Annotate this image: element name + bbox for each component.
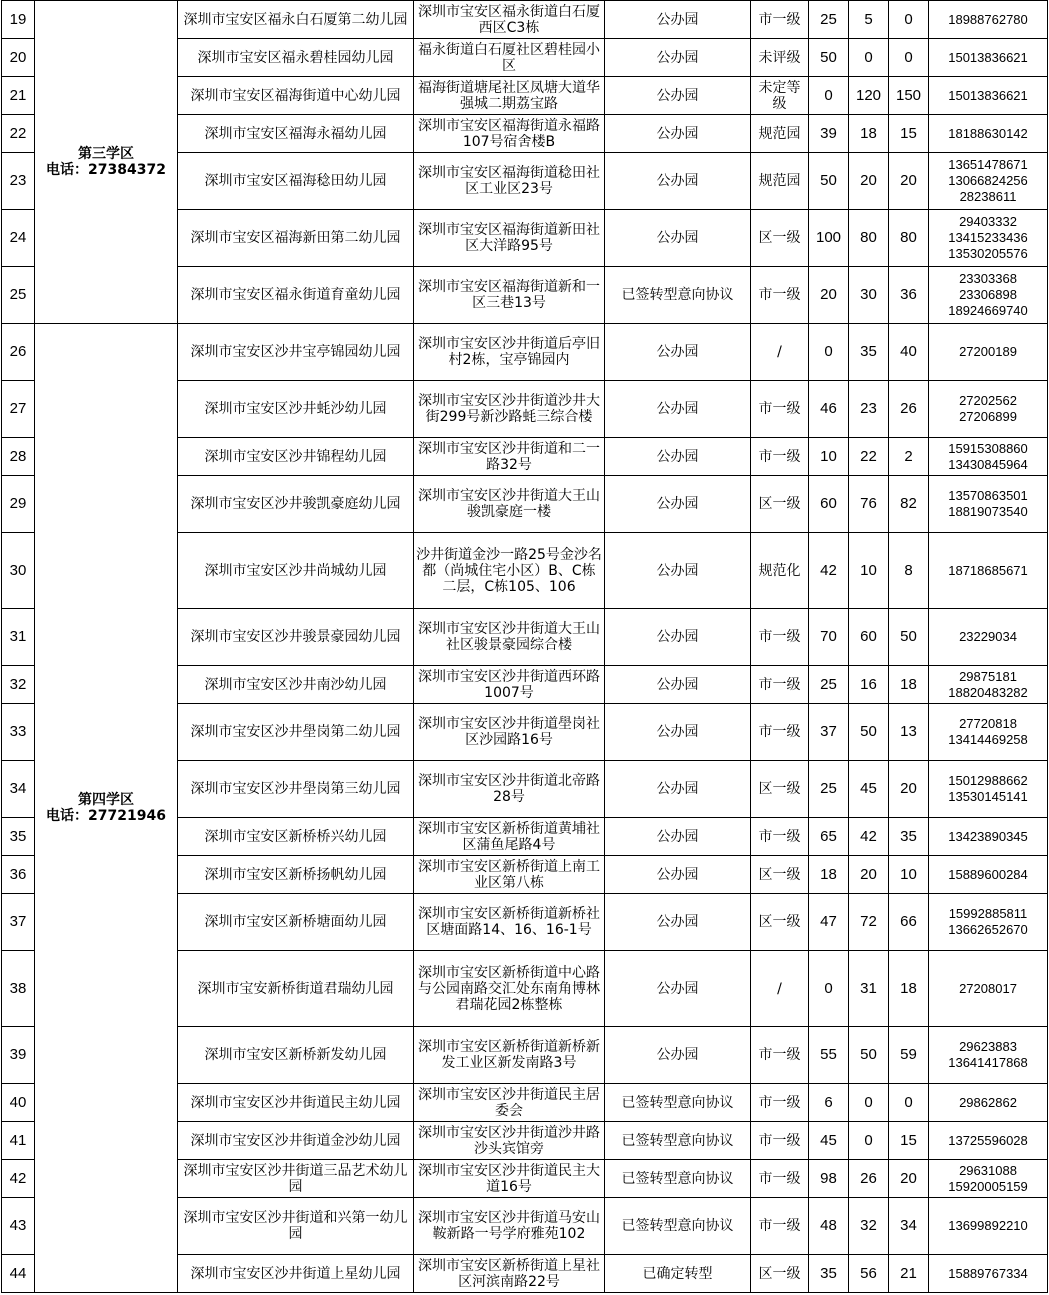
phone-number: 13699892210: [948, 1218, 1028, 1233]
phone-number: 29623883: [959, 1039, 1017, 1054]
row-number: 36: [2, 856, 35, 894]
phone-cell: [929, 1198, 1048, 1255]
count-c: 20: [889, 1160, 929, 1198]
phone-number: 13530145141: [948, 789, 1028, 804]
district-cell: [35, 1, 178, 324]
phone-number: 27720818: [959, 716, 1017, 731]
kindergarten-name: 深圳市宝安区沙井街道三品艺术幼儿园: [178, 1160, 414, 1198]
kindergarten-address: 深圳市宝安区沙井街道大王山社区骏景豪园综合楼: [414, 609, 605, 666]
phone-cell: [929, 951, 1048, 1027]
phone-number: 15915308860: [948, 440, 1028, 456]
count-c: 18: [889, 951, 929, 1027]
kindergarten-name: 深圳市宝安新桥街道君瑞幼儿园: [178, 951, 414, 1027]
kindergarten-address: 深圳市宝安区新桥街道上星社区河滨南路22号: [414, 1255, 605, 1293]
kindergarten-address: 福永街道白石厦社区碧桂园小区: [414, 39, 605, 77]
phone-number: 15012988662: [948, 773, 1028, 788]
kindergarten-address: 深圳市宝安区沙井街道民主大道16号: [414, 1160, 605, 1198]
kindergarten-name: 深圳市宝安区福海街道中心幼儿园: [178, 77, 414, 115]
kindergarten-address: 深圳市宝安区沙井街道沙井路沙头宾馆旁: [414, 1122, 605, 1160]
kindergarten-name: 深圳市宝安区福永白石厦第二幼儿园: [178, 1, 414, 39]
row-number: 33: [2, 704, 35, 761]
kindergarten-type: 已签转型意向协议: [605, 1084, 751, 1122]
kindergarten-type: 已签转型意向协议: [605, 1122, 751, 1160]
kindergarten-level: 市一级: [751, 1122, 809, 1160]
kindergarten-level: 区一级: [751, 761, 809, 818]
count-c: 10: [889, 856, 929, 894]
kindergarten-type: 公办园: [605, 77, 751, 115]
count-b: 60: [849, 609, 889, 666]
kindergarten-name: 深圳市宝安区新桥塘面幼儿园: [178, 894, 414, 951]
kindergarten-level: 市一级: [751, 1198, 809, 1255]
phone-number: 18188630142: [948, 125, 1028, 141]
kindergarten-name: 深圳市宝安区沙井街道上星幼儿园: [178, 1255, 414, 1293]
phone-cell: [929, 1122, 1048, 1160]
kindergarten-address: 深圳市宝安区福海街道稔田社区工业区23号: [414, 153, 605, 210]
count-b: 22: [849, 438, 889, 476]
kindergarten-type: 公办园: [605, 1027, 751, 1084]
phone-number: 13414469258: [948, 732, 1028, 747]
kindergarten-address: 深圳市宝安区沙井街道大王山骏凯豪庭一楼: [414, 476, 605, 533]
kindergarten-type: 公办园: [605, 704, 751, 761]
kindergarten-level: 市一级: [751, 438, 809, 476]
phone-cell: [929, 666, 1048, 704]
kindergarten-address: 深圳市宝安区新桥街道上南工业区第八栋: [414, 856, 605, 894]
count-a: 47: [809, 894, 849, 951]
kindergarten-level: 规范园: [751, 153, 809, 210]
phone-number: 18819073540: [948, 504, 1028, 519]
row-number: 20: [2, 39, 35, 77]
kindergarten-name: 深圳市宝安区福海新田第二幼儿园: [178, 210, 414, 267]
kindergarten-type: 公办园: [605, 381, 751, 438]
count-c: 36: [889, 267, 929, 324]
kindergarten-type: 公办园: [605, 115, 751, 153]
kindergarten-level: 区一级: [751, 476, 809, 533]
count-c: 26: [889, 381, 929, 438]
phone-number: 15889767334: [948, 1265, 1028, 1281]
kindergarten-address: 深圳市宝安区福海街道永福路107号宿舍楼B: [414, 115, 605, 153]
phone-number: 13641417868: [948, 1055, 1028, 1070]
row-number: 23: [2, 153, 35, 210]
count-b: 50: [849, 1027, 889, 1084]
count-a: 50: [809, 39, 849, 77]
kindergarten-type: 已确定转型: [605, 1255, 751, 1293]
count-c: 66: [889, 894, 929, 951]
kindergarten-address: 深圳市宝安区沙井街道壆岗社区沙园路16号: [414, 704, 605, 761]
district-name: 第四学区: [78, 792, 134, 808]
phone-number: 27208017: [959, 980, 1017, 996]
kindergarten-type: 公办园: [605, 324, 751, 381]
kindergarten-name: 深圳市宝安区新桥桥兴幼儿园: [178, 818, 414, 856]
phone-cell: [929, 39, 1048, 77]
count-a: 70: [809, 609, 849, 666]
row-number: 34: [2, 761, 35, 818]
count-a: 45: [809, 1122, 849, 1160]
phone-number: 13430845964: [948, 456, 1028, 472]
kindergarten-type: 已签转型意向协议: [605, 1198, 751, 1255]
district-name: 第三学区: [78, 146, 134, 162]
row-number: 39: [2, 1027, 35, 1084]
row-number: 44: [2, 1255, 35, 1293]
row-number: 30: [2, 533, 35, 609]
count-b: 80: [849, 210, 889, 267]
kindergarten-type: 公办园: [605, 894, 751, 951]
kindergarten-level: /: [751, 951, 809, 1027]
kindergarten-type: 已签转型意向协议: [605, 1160, 751, 1198]
count-b: 0: [849, 1122, 889, 1160]
phone-number: 13423890345: [948, 828, 1028, 844]
kindergarten-name: 深圳市宝安区沙井锦程幼儿园: [178, 438, 414, 476]
count-b: 10: [849, 533, 889, 609]
count-a: 25: [809, 666, 849, 704]
count-b: 0: [849, 39, 889, 77]
phone-number: 13066824256: [948, 173, 1028, 188]
phone-cell: [929, 856, 1048, 894]
kindergarten-name: 深圳市宝安区福海稔田幼儿园: [178, 153, 414, 210]
phone-number: 18988762780: [948, 11, 1028, 27]
district-cell: [35, 324, 178, 1293]
row-number: 32: [2, 666, 35, 704]
phone-cell: [929, 609, 1048, 666]
kindergarten-address: 深圳市宝安区沙井街道西环路1007号: [414, 666, 605, 704]
phone-number: 15889600284: [948, 866, 1028, 882]
count-a: 18: [809, 856, 849, 894]
table-row: [2, 1, 1048, 39]
phone-cell: [929, 533, 1048, 609]
count-b: 0: [849, 1084, 889, 1122]
count-c: 13: [889, 704, 929, 761]
phone-cell: [929, 381, 1048, 438]
phone-cell: [929, 267, 1048, 324]
phone-cell: [929, 1160, 1048, 1198]
phone-cell: [929, 476, 1048, 533]
kindergarten-name: 深圳市宝安区沙井壆岗第二幼儿园: [178, 704, 414, 761]
kindergarten-level: 市一级: [751, 609, 809, 666]
phone-number: 13651478671: [948, 157, 1028, 172]
kindergarten-address: 深圳市宝安区沙井街道沙井大街299号新沙路蚝三综合楼: [414, 381, 605, 438]
phone-number: 13662652670: [948, 922, 1028, 937]
phone-cell: [929, 761, 1048, 818]
count-c: 0: [889, 1, 929, 39]
phone-cell: [929, 153, 1048, 210]
kindergarten-type: 公办园: [605, 476, 751, 533]
count-c: 0: [889, 1084, 929, 1122]
kindergarten-level: 区一级: [751, 894, 809, 951]
count-a: 0: [809, 77, 849, 115]
count-c: 20: [889, 761, 929, 818]
count-a: 37: [809, 704, 849, 761]
kindergarten-table: [1, 0, 1048, 1293]
row-number: 40: [2, 1084, 35, 1122]
kindergarten-name: 深圳市宝安区新桥新发幼儿园: [178, 1027, 414, 1084]
row-number: 22: [2, 115, 35, 153]
count-b: 76: [849, 476, 889, 533]
kindergarten-address: 深圳市宝安区沙井街道马安山鞍新路一号学府雅苑102: [414, 1198, 605, 1255]
count-a: 48: [809, 1198, 849, 1255]
row-number: 19: [2, 1, 35, 39]
kindergarten-level: 区一级: [751, 210, 809, 267]
phone-cell: [929, 324, 1048, 381]
kindergarten-level: 市一级: [751, 267, 809, 324]
count-b: 16: [849, 666, 889, 704]
phone-number: 29631088: [959, 1162, 1017, 1178]
phone-number: 28238611: [959, 189, 1017, 204]
phone-cell: [929, 894, 1048, 951]
count-b: 50: [849, 704, 889, 761]
kindergarten-name: 深圳市宝安区沙井街道金沙幼儿园: [178, 1122, 414, 1160]
row-number: 42: [2, 1160, 35, 1198]
count-c: 21: [889, 1255, 929, 1293]
kindergarten-level: /: [751, 324, 809, 381]
kindergarten-type: 公办园: [605, 761, 751, 818]
count-a: 50: [809, 153, 849, 210]
count-a: 39: [809, 115, 849, 153]
count-a: 55: [809, 1027, 849, 1084]
phone-number: 18820483282: [948, 684, 1028, 700]
kindergarten-name: 深圳市宝安区沙井宝亭锦园幼儿园: [178, 324, 414, 381]
kindergarten-level: 规范化: [751, 533, 809, 609]
phone-number: 15013836621: [948, 49, 1028, 65]
count-b: 72: [849, 894, 889, 951]
phone-cell: [929, 1027, 1048, 1084]
kindergarten-level: 市一级: [751, 1027, 809, 1084]
count-c: 59: [889, 1027, 929, 1084]
count-a: 98: [809, 1160, 849, 1198]
row-number: 24: [2, 210, 35, 267]
kindergarten-level: 市一级: [751, 381, 809, 438]
kindergarten-level: 规范园: [751, 115, 809, 153]
count-a: 0: [809, 951, 849, 1027]
kindergarten-address: 深圳市宝安区沙井街道北帝路28号: [414, 761, 605, 818]
kindergarten-name: 深圳市宝安区沙井蚝沙幼儿园: [178, 381, 414, 438]
count-a: 20: [809, 267, 849, 324]
phone-cell: [929, 1255, 1048, 1293]
count-c: 2: [889, 438, 929, 476]
kindergarten-address: 福海街道塘尾社区凤塘大道华强城二期荔宝路: [414, 77, 605, 115]
kindergarten-name: 深圳市宝安区沙井南沙幼儿园: [178, 666, 414, 704]
count-b: 23: [849, 381, 889, 438]
count-a: 35: [809, 1255, 849, 1293]
kindergarten-name: 深圳市宝安区新桥扬帆幼儿园: [178, 856, 414, 894]
kindergarten-address: 深圳市宝安区福海街道新和一区三巷13号: [414, 267, 605, 324]
phone-number: 15992885811: [948, 906, 1028, 921]
count-b: 32: [849, 1198, 889, 1255]
count-b: 56: [849, 1255, 889, 1293]
kindergarten-address: 深圳市宝安区沙井街道后亭旧村2栋，宝亭锦园内: [414, 324, 605, 381]
count-b: 35: [849, 324, 889, 381]
kindergarten-type: 公办园: [605, 666, 751, 704]
kindergarten-name: 深圳市宝安区沙井街道民主幼儿园: [178, 1084, 414, 1122]
kindergarten-name: 深圳市宝安区沙井骏景豪园幼儿园: [178, 609, 414, 666]
row-number: 37: [2, 894, 35, 951]
count-c: 35: [889, 818, 929, 856]
count-a: 65: [809, 818, 849, 856]
row-number: 27: [2, 381, 35, 438]
row-number: 26: [2, 324, 35, 381]
kindergarten-type: 公办园: [605, 153, 751, 210]
row-number: 43: [2, 1198, 35, 1255]
kindergarten-name: 深圳市宝安区福永街道育童幼儿园: [178, 267, 414, 324]
phone-number: 29875181: [959, 668, 1017, 684]
phone-number: 23306898: [959, 287, 1017, 302]
row-number: 25: [2, 267, 35, 324]
kindergarten-level: 区一级: [751, 1255, 809, 1293]
kindergarten-name: 深圳市宝安区福永碧桂园幼儿园: [178, 39, 414, 77]
row-number: 29: [2, 476, 35, 533]
count-a: 0: [809, 324, 849, 381]
count-c: 50: [889, 609, 929, 666]
kindergarten-type: 公办园: [605, 1, 751, 39]
count-b: 45: [849, 761, 889, 818]
phone-number: 27200189: [959, 344, 1017, 359]
phone-number: 27202562: [959, 393, 1017, 408]
kindergarten-type: 公办园: [605, 951, 751, 1027]
phone-number: 18718685671: [948, 562, 1028, 578]
phone-number: 13530205576: [948, 246, 1028, 261]
row-number: 28: [2, 438, 35, 476]
count-c: 82: [889, 476, 929, 533]
phone-number: 15920005159: [948, 1178, 1028, 1194]
table-body: [2, 1, 1048, 1293]
count-c: 18: [889, 666, 929, 704]
kindergarten-level: 市一级: [751, 1160, 809, 1198]
phone-cell: [929, 115, 1048, 153]
count-c: 34: [889, 1198, 929, 1255]
kindergarten-address: 深圳市宝安区新桥街道中心路与公园南路交汇处东南角博林君瑞花园2栋整栋: [414, 951, 605, 1027]
kindergarten-address: 深圳市宝安区新桥街道黄埔社区蒲鱼尾路4号: [414, 818, 605, 856]
kindergarten-address: 深圳市宝安区新桥街道新桥社区塘面路14、16、16-1号: [414, 894, 605, 951]
kindergarten-type: 公办园: [605, 609, 751, 666]
count-b: 120: [849, 77, 889, 115]
kindergarten-type: 已签转型意向协议: [605, 267, 751, 324]
count-a: 25: [809, 1, 849, 39]
count-a: 46: [809, 381, 849, 438]
kindergarten-address: 深圳市宝安区福海街道新田社区大洋路95号: [414, 210, 605, 267]
kindergarten-level: 市一级: [751, 818, 809, 856]
kindergarten-level: 市一级: [751, 1, 809, 39]
phone-number: 13415233436: [948, 230, 1028, 245]
phone-cell: [929, 818, 1048, 856]
phone-cell: [929, 704, 1048, 761]
row-number: 35: [2, 818, 35, 856]
kindergarten-address: 深圳市宝安区沙井街道和二一路32号: [414, 438, 605, 476]
row-number: 31: [2, 609, 35, 666]
kindergarten-type: 公办园: [605, 438, 751, 476]
count-b: 30: [849, 267, 889, 324]
phone-number: 23303368: [959, 271, 1017, 286]
row-number: 41: [2, 1122, 35, 1160]
district-phone: 电话：27384372: [46, 162, 166, 178]
count-b: 26: [849, 1160, 889, 1198]
table-row: [2, 324, 1048, 381]
phone-cell: [929, 1, 1048, 39]
row-number: 21: [2, 77, 35, 115]
kindergarten-type: 公办园: [605, 818, 751, 856]
kindergarten-level: 市一级: [751, 1084, 809, 1122]
count-b: 18: [849, 115, 889, 153]
kindergarten-address: 沙井街道金沙一路25号金沙名都（尚城住宅小区）B、C栋二层，C栋105、106: [414, 533, 605, 609]
row-number: 38: [2, 951, 35, 1027]
phone-number: 13570863501: [948, 488, 1028, 503]
count-b: 20: [849, 856, 889, 894]
count-a: 42: [809, 533, 849, 609]
count-b: 42: [849, 818, 889, 856]
phone-number: 23229034: [959, 629, 1017, 644]
kindergarten-name: 深圳市宝安区福海永福幼儿园: [178, 115, 414, 153]
phone-cell: [929, 210, 1048, 267]
count-a: 10: [809, 438, 849, 476]
phone-number: 18924669740: [948, 303, 1028, 318]
count-b: 20: [849, 153, 889, 210]
phone-number: 13725596028: [948, 1132, 1028, 1148]
count-a: 25: [809, 761, 849, 818]
kindergarten-name: 深圳市宝安区沙井骏凯豪庭幼儿园: [178, 476, 414, 533]
kindergarten-name: 深圳市宝安区沙井尚城幼儿园: [178, 533, 414, 609]
kindergarten-level: 未定等级: [751, 77, 809, 115]
kindergarten-level: 市一级: [751, 704, 809, 761]
phone-number: 29862862: [959, 1094, 1017, 1110]
count-c: 0: [889, 39, 929, 77]
kindergarten-level: 区一级: [751, 856, 809, 894]
phone-number: 15013836621: [948, 87, 1028, 103]
count-c: 80: [889, 210, 929, 267]
count-a: 100: [809, 210, 849, 267]
count-c: 20: [889, 153, 929, 210]
count-c: 15: [889, 115, 929, 153]
kindergarten-level: 市一级: [751, 666, 809, 704]
kindergarten-address: 深圳市宝安区沙井街道民主居委会: [414, 1084, 605, 1122]
kindergarten-address: 深圳市宝安区福永街道白石厦西区C3栋: [414, 1, 605, 39]
kindergarten-address: 深圳市宝安区新桥街道新桥新发工业区新发南路3号: [414, 1027, 605, 1084]
count-b: 5: [849, 1, 889, 39]
district-phone: 电话：27721946: [46, 808, 166, 824]
kindergarten-type: 公办园: [605, 533, 751, 609]
kindergarten-level: 未评级: [751, 39, 809, 77]
phone-cell: [929, 438, 1048, 476]
kindergarten-name: 深圳市宝安区沙井壆岗第三幼儿园: [178, 761, 414, 818]
phone-number: 29403332: [959, 214, 1017, 229]
count-b: 31: [849, 951, 889, 1027]
count-c: 40: [889, 324, 929, 381]
kindergarten-name: 深圳市宝安区沙井街道和兴第一幼儿园: [178, 1198, 414, 1255]
phone-number: 27206899: [959, 409, 1017, 424]
phone-cell: [929, 1084, 1048, 1122]
count-c: 8: [889, 533, 929, 609]
phone-cell: [929, 77, 1048, 115]
kindergarten-type: 公办园: [605, 856, 751, 894]
count-a: 60: [809, 476, 849, 533]
count-c: 15: [889, 1122, 929, 1160]
count-c: 150: [889, 77, 929, 115]
kindergarten-type: 公办园: [605, 210, 751, 267]
kindergarten-type: 公办园: [605, 39, 751, 77]
count-a: 6: [809, 1084, 849, 1122]
